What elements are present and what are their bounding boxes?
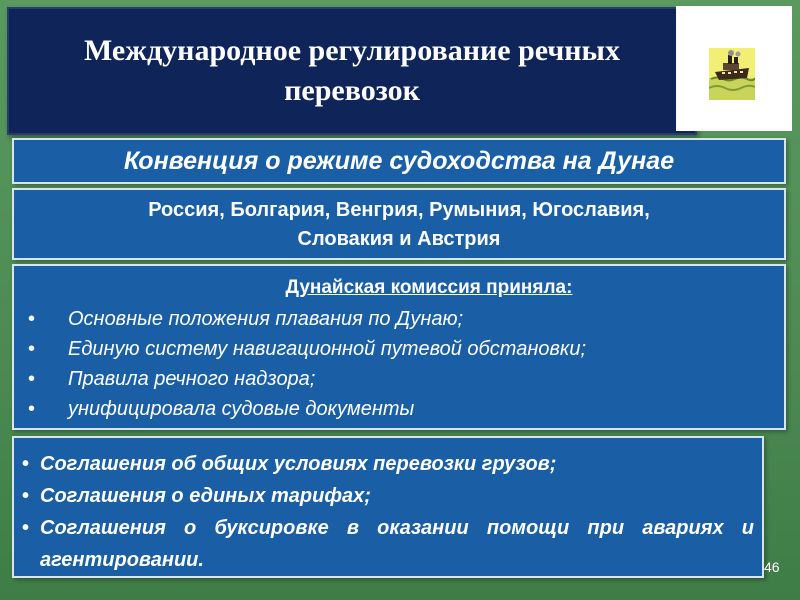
bullet-icon: • bbox=[28, 398, 36, 420]
bullet-icon: • bbox=[22, 453, 30, 475]
list-item bbox=[14, 364, 784, 394]
agreements-panel bbox=[12, 436, 764, 578]
bullet-icon: • bbox=[28, 308, 36, 330]
list-item-text: Основные положения плавания по Дунаю; bbox=[68, 308, 464, 330]
list-item-text: унифицировала судовые документы bbox=[68, 398, 415, 420]
bullet-icon: • bbox=[22, 485, 30, 507]
commission-panel bbox=[12, 264, 786, 430]
bullet-icon: • bbox=[28, 368, 36, 390]
slide-title-line-1: Международное регулирование речных bbox=[84, 34, 620, 67]
countries-line-1: Россия, Болгария, Венгрия, Румыния, Югославия, bbox=[148, 199, 650, 221]
list-item-text: Правила речного надзора; bbox=[68, 368, 316, 390]
list-item-text: Единую систему навигационной путевой обстановки; bbox=[68, 338, 587, 360]
title-banner bbox=[7, 7, 697, 135]
list-item bbox=[22, 512, 754, 576]
commission-heading: Дунайская комиссия приняла: bbox=[285, 277, 573, 298]
list-item-text: Соглашения о буксировке в оказании помощи при авариях и агентировании. bbox=[40, 517, 754, 571]
slide-title bbox=[9, 31, 695, 111]
page-number: 46 bbox=[764, 559, 780, 575]
commission-list bbox=[14, 304, 784, 424]
agreements-list bbox=[22, 448, 754, 576]
countries-line-2: Словакия и Австрия bbox=[297, 228, 501, 250]
list-item-text: Соглашения об общих условиях перевозки грузов; bbox=[40, 453, 557, 475]
bullet-icon: • bbox=[28, 338, 36, 360]
slide-title-line-2: перевозок bbox=[284, 74, 420, 107]
list-item bbox=[14, 394, 784, 424]
convention-banner: Конвенция о режиме судоходства на Дунае bbox=[12, 138, 786, 184]
list-item bbox=[22, 448, 754, 480]
list-item-text: Соглашения о единых тарифах; bbox=[40, 485, 371, 507]
countries-panel bbox=[12, 188, 786, 260]
bullet-icon: • bbox=[22, 517, 30, 539]
steamship-icon bbox=[709, 48, 755, 100]
list-item bbox=[14, 304, 784, 334]
list-item bbox=[22, 480, 754, 512]
list-item bbox=[14, 334, 784, 364]
logo-panel bbox=[676, 6, 792, 131]
